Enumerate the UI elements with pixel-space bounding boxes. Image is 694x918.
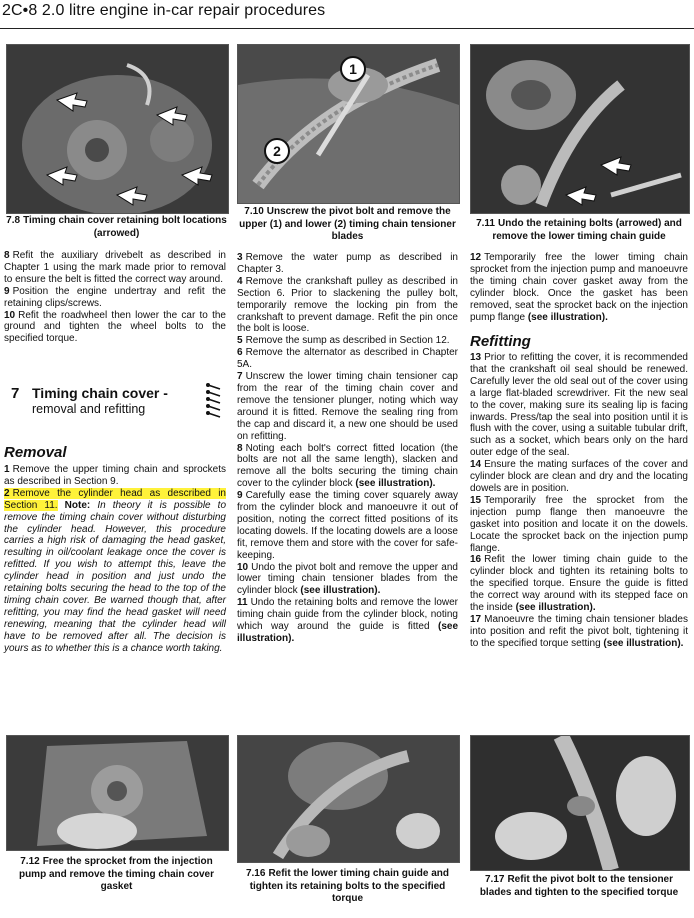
photo-7-11 (470, 44, 690, 214)
caption-number: 7.16 (245, 868, 266, 879)
callout-2: 2 (264, 138, 290, 164)
section-title: Timing chain cover - (32, 385, 168, 401)
highlighted-text: 2 Remove the cylinder head as described in Section 11. (4, 487, 226, 511)
caption-number: 7.8 (6, 215, 21, 226)
paragraph-9: 9 Position the engine undertray and refit the retaining clips/screws. (4, 285, 226, 309)
caption-number: 7.10 (244, 206, 264, 217)
caption-number: 7.17 (484, 874, 505, 885)
photo-7-8 (6, 44, 229, 214)
paragraph-17: 17 Manoeuvre the timing chain tensioner blades into position and refit the pivot bolt, tightening it to the specified torque setting (see illustration). (470, 613, 688, 649)
photo-7-8-image (7, 45, 228, 213)
refitting-heading: Refitting (470, 333, 531, 350)
paragraph-9: 9 Carefully ease the timing cover squarely away from the cylinder block and manoeuvre it out of position, noting the correct fitted positions of its locating dowels. If the locating dowels are a loose fit, remove them and store with the cover for safe-keeping. (237, 490, 458, 561)
paragraph-10: 10 Refit the roadwheel then lower the car to the ground and tighten the wheel bolts to the specified torque. (4, 309, 226, 345)
paragraph-11: 11 Undo the retaining bolts and remove the lower timing chain guide from the cylinder block, noting which way around the guide is fitted (see illustration). (237, 597, 458, 644)
removal-heading: Removal (4, 444, 67, 461)
caption-7-17 (470, 874, 688, 899)
paragraph-12: 12 Temporarily free the lower timing chain sprocket from the injection pump and manoeuvre the timing chain cover gasket away from the cylinder block. Once the gasket has been removed, seat the sprocket back on the injection pump flange (see illustration). (470, 252, 688, 323)
column-1-top (4, 250, 226, 345)
column-3-top (470, 252, 688, 323)
page-header (0, 0, 694, 30)
caption-text: Unscrew the pivot bolt and remove the upper (1) and lower (2) timing chain tensioner blades (239, 206, 456, 242)
paragraph-5: 5 Remove the sump as described in Section 12. (237, 335, 450, 347)
paragraph-3: 3 Remove the water pump as described in Chapter 3. (237, 252, 458, 275)
paragraph-6: 6 Remove the alternator as described in Chapter 5A. (237, 347, 458, 371)
caption-number: 7.11 (476, 218, 495, 229)
caption-number: 7.12 (20, 856, 40, 867)
photo-7-16-image (238, 736, 459, 862)
section-7-heading (8, 377, 226, 421)
page-title: 2C•8 2.0 litre engine in-car repair procedures (2, 2, 326, 19)
paragraph-15: 15 Temporarily free the sprocket from the injection pump flange then manoeuvre the gasket into position and locate it on the dowels. Locate the sprocket back on the injection pump flange. (470, 494, 688, 554)
caption-7-12 (6, 856, 227, 894)
section-subtitle: removal and refitting (32, 402, 146, 416)
photo-7-12-image (7, 736, 228, 850)
column-1-removal (4, 464, 226, 655)
caption-text: Undo the retaining bolts (arrowed) and remove the lower timing chain guide (492, 218, 682, 242)
header-rule (0, 28, 694, 29)
caption-text: Free the sprocket from the injection pump and remove the timing chain cover gasket (18, 856, 215, 892)
photo-7-17 (470, 735, 690, 871)
photo-7-11-image (471, 45, 689, 213)
photo-7-16 (237, 735, 460, 863)
removal-step-2: 2 Remove the cylinder head as described in Section 11. Note: In theory it is possible to remove the timing chain cover without disturbing the cylinder head. However, this procedure carries a high risk of damaging the head gasket, resulting in oil/coolant leakage once the cover is refitted. If you wish to attempt this, leave the cylinder head in position and just undo the retaining bolts securing the head to the top of the timing chain cover. Be warned though that, after refitting, you may find the head gasket will need renewing, meaning that the cylinder head will have to be removed after all. The decision is yours as to whether this is a chance worth taking. (4, 487, 227, 654)
paragraph-8: 8 Noting each bolt's correct fitted location (the bolts are not all the same length), slacken and remove all the bolts securing the timing chain cover to the cylinder block (see illustration). (237, 442, 458, 490)
paragraph-10: 10 Undo the pivot bolt and remove the upper and lower timing chain tensioner blades from the cylinder block (see illustration). (237, 561, 458, 597)
paragraph-8: 8 Refit the auxiliary drivebelt as described in Chapter 1 using the mark made prior to removal to ensure the belt is fitted the correct way around. (4, 250, 226, 285)
caption-7-16 (237, 868, 458, 906)
caption-7-11 (470, 218, 688, 243)
paragraph-16: 16 Refit the lower timing chain guide to the cylinder block and tighten its retaining bolts to the specified torque. Ensure the guide is fitted the correct way around with its stepped face on the inside (see illustration). (470, 554, 688, 614)
callout-1: 1 (340, 56, 366, 82)
column-3-refitting (470, 352, 688, 650)
section-number: 7 (11, 385, 20, 402)
photo-7-17-image (471, 736, 689, 870)
photo-7-12 (6, 735, 229, 851)
paragraph-14: 14 Ensure the mating surfaces of the cover and cylinder block are clean and dry and the locating dowels are in position. (470, 459, 688, 494)
caption-text: Timing chain cover retaining bolt locations (arrowed) (23, 215, 227, 239)
difficulty-wrench-icon (204, 379, 224, 419)
caption-text: Refit the pivot bolt to the tensioner blades and tighten to the specified torque (479, 874, 679, 898)
paragraph-13: 13 Prior to refitting the cover, it is recommended that the crankshaft oil seal should be renewed. Carefully lever the old seal out of the cover using a large flat-bladed screwdriver. Fit the new seal to the cover, making sure its sealing lip is facing inwards. Press/tap the seal into position until it is flush with the cover, using a suitable tubular drift, such as a socket, which bears only on the hard outer edge of the seal. (470, 352, 688, 459)
paragraph-7: 7 Unscrew the lower timing chain tensioner cap from the rear of the timing chain cover and remove the tensioner plunger, noting which way around it is fitted. Remove the sealing ring from the cap and discard it, a new one should be used on refitting. (237, 371, 458, 442)
caption-text: Refit the lower timing chain guide and tighten its retaining bolts to the specified torque (249, 868, 450, 904)
column-2 (237, 252, 458, 645)
paragraph-4: 4 Remove the crankshaft pulley as described in Section 6. Prior to slackening the pulley bolt, temporarily remove the locking pin from the crankshaft to prevent damage. Refit the pin once the bolt is loose. (237, 275, 458, 335)
removal-step-1: 1 Remove the upper timing chain and sprockets as described in Section 9. (4, 464, 226, 487)
caption-7-8 (6, 215, 227, 240)
caption-7-10 (237, 206, 458, 244)
